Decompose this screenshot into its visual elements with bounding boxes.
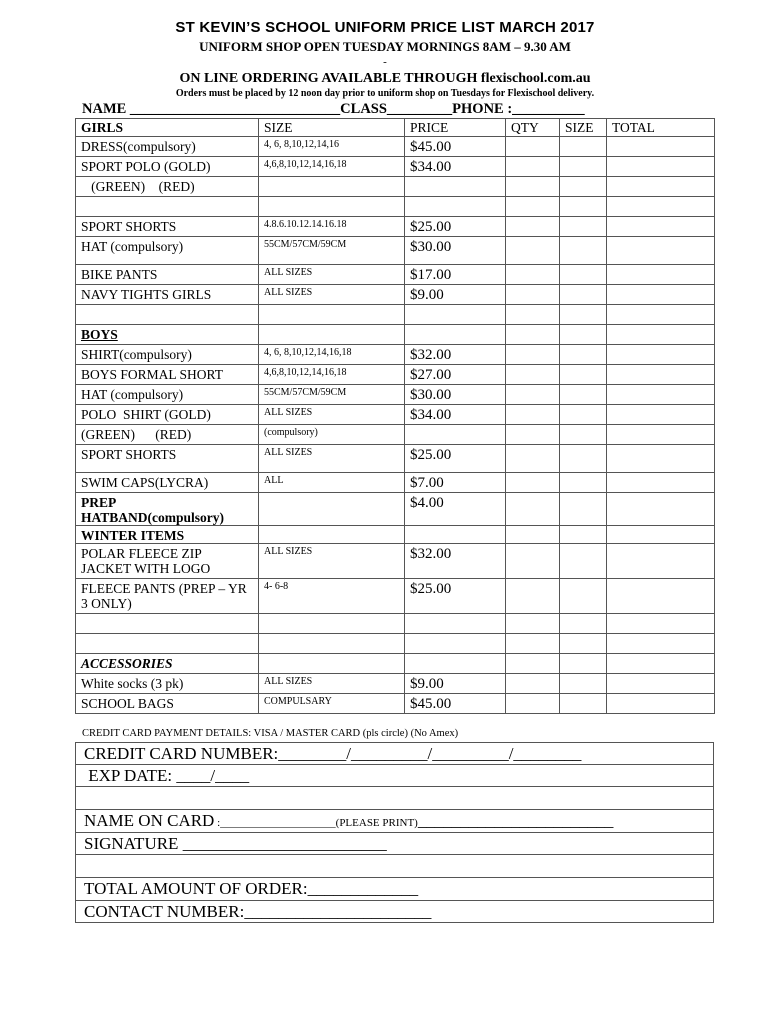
qty-cell[interactable]	[506, 445, 560, 473]
size-choice-cell[interactable]	[560, 305, 607, 325]
size-choice-cell[interactable]	[560, 137, 607, 157]
total-cell[interactable]	[607, 157, 715, 177]
size-choice-cell[interactable]	[560, 614, 607, 634]
item-size	[259, 177, 405, 197]
item-price	[405, 614, 506, 634]
qty-cell[interactable]	[506, 177, 560, 197]
item-size	[259, 614, 405, 634]
please-print-label: :_____________________(PLEASE PRINT)	[214, 817, 418, 829]
size-choice-cell[interactable]	[560, 197, 607, 217]
item-price: $7.00	[405, 473, 506, 493]
item-size: 55CM/57CM/59CM	[259, 237, 405, 265]
total-column-header: TOTAL	[607, 119, 715, 137]
qty-cell[interactable]	[506, 425, 560, 445]
total-cell[interactable]	[607, 674, 715, 694]
item-size: 4,6,8,10,12,14,16,18	[259, 365, 405, 385]
item-size: ALL SIZES	[259, 544, 405, 579]
qty-cell[interactable]	[506, 614, 560, 634]
item-name: POLAR FLEECE ZIP JACKET WITH LOGO	[76, 544, 259, 579]
item-name: HAT (compulsory)	[76, 385, 259, 405]
item-name: POLO SHIRT (GOLD)	[76, 405, 259, 425]
total-cell[interactable]	[607, 177, 715, 197]
table-row	[76, 197, 715, 217]
qty-cell[interactable]	[506, 285, 560, 305]
qty-cell[interactable]	[506, 579, 560, 614]
table-row	[76, 305, 715, 325]
total-cell[interactable]	[607, 544, 715, 579]
price-column-header: PRICE	[405, 119, 506, 137]
blank-row	[76, 787, 714, 810]
size-choice-cell[interactable]	[560, 654, 607, 674]
item-size: 4- 6-8	[259, 579, 405, 614]
size-choice-cell[interactable]	[560, 579, 607, 614]
item-size: ALL SIZES	[259, 285, 405, 305]
item-size: (compulsory)	[259, 425, 405, 445]
item-size: 4.8.6.10.12.14.16.18	[259, 217, 405, 237]
total-cell[interactable]	[607, 579, 715, 614]
total-cell[interactable]	[607, 265, 715, 285]
qty-cell[interactable]	[506, 694, 560, 714]
size-choice-cell[interactable]	[560, 493, 607, 526]
size-choice-cell[interactable]	[560, 473, 607, 493]
price-table	[75, 118, 715, 714]
item-price	[405, 325, 506, 345]
item-size	[259, 197, 405, 217]
total-cell[interactable]	[607, 385, 715, 405]
card-number-field[interactable]: CREDIT CARD NUMBER:________/_________/_________/________	[76, 743, 714, 765]
item-price	[405, 526, 506, 544]
item-size: 4, 6, 8,10,12,14,16,18	[259, 345, 405, 365]
total-cell[interactable]	[607, 345, 715, 365]
size-choice-cell[interactable]	[560, 526, 607, 544]
item-price: $17.00	[405, 265, 506, 285]
table-row	[76, 385, 715, 405]
item-price: $4.00	[405, 493, 506, 526]
qty-cell[interactable]	[506, 237, 560, 265]
item-price: $32.00	[405, 345, 506, 365]
size-choice-cell[interactable]	[560, 405, 607, 425]
total-cell[interactable]	[607, 365, 715, 385]
item-size: COMPULSARY	[259, 694, 405, 714]
item-price	[405, 654, 506, 674]
size-choice-cell[interactable]	[560, 634, 607, 654]
item-price	[405, 305, 506, 325]
header-dash: -	[383, 56, 387, 68]
qty-cell[interactable]	[506, 325, 560, 345]
qty-column-header: QTY	[506, 119, 560, 137]
table-row	[76, 177, 715, 197]
item-size	[259, 634, 405, 654]
size-choice-cell[interactable]	[560, 365, 607, 385]
size-choice-cell[interactable]	[560, 265, 607, 285]
size-choice-cell[interactable]	[560, 425, 607, 445]
table-row	[76, 137, 715, 157]
total-cell[interactable]	[607, 137, 715, 157]
table-row	[76, 579, 715, 614]
total-cell[interactable]	[607, 654, 715, 674]
total-cell[interactable]	[607, 405, 715, 425]
total-cell[interactable]	[607, 325, 715, 345]
item-name: SPORT POLO (GOLD)	[76, 157, 259, 177]
table-row	[76, 237, 715, 265]
table-row	[76, 365, 715, 385]
total-cell[interactable]	[607, 634, 715, 654]
table-row	[76, 217, 715, 237]
total-cell[interactable]	[607, 614, 715, 634]
qty-cell[interactable]	[506, 405, 560, 425]
table-row	[76, 674, 715, 694]
size-choice-cell[interactable]	[560, 325, 607, 345]
item-size: 55CM/57CM/59CM	[259, 385, 405, 405]
qty-cell[interactable]	[506, 157, 560, 177]
item-price: $32.00	[405, 544, 506, 579]
winter-section-heading: WINTER ITEMS	[76, 526, 259, 544]
table-row	[76, 634, 715, 654]
credit-card-note: CREDIT CARD PAYMENT DETAILS: VISA / MASTER CARD (pls circle) (No Amex)	[82, 728, 459, 739]
qty-cell[interactable]	[506, 674, 560, 694]
item-size: 4, 6, 8,10,12,14,16	[259, 137, 405, 157]
total-cell[interactable]	[607, 305, 715, 325]
item-name	[76, 634, 259, 654]
qty-cell[interactable]	[506, 197, 560, 217]
size-choice-cell[interactable]	[560, 445, 607, 473]
qty-cell[interactable]	[506, 265, 560, 285]
payment-table	[75, 742, 714, 923]
name-on-card-field[interactable]	[76, 810, 714, 833]
size-choice-cell[interactable]	[560, 385, 607, 405]
table-row	[76, 694, 715, 714]
total-cell[interactable]	[607, 473, 715, 493]
item-name: HAT (compulsory)	[76, 237, 259, 265]
item-name: SPORT SHORTS	[76, 445, 259, 473]
item-price	[405, 634, 506, 654]
item-size	[259, 325, 405, 345]
online-ordering-text: ON LINE ORDERING AVAILABLE THROUGH flexischool.com.au	[179, 71, 591, 86]
item-price: $9.00	[405, 674, 506, 694]
item-name: SPORT SHORTS	[76, 217, 259, 237]
qty-cell[interactable]	[506, 654, 560, 674]
table-row	[76, 526, 715, 544]
item-name: SHIRT(compulsory)	[76, 345, 259, 365]
table-header-row	[76, 119, 715, 137]
item-name: (GREEN) (RED)	[76, 177, 259, 197]
size-choice-column-header: SIZE	[560, 119, 607, 137]
table-row	[76, 425, 715, 445]
item-size: 4,6,8,10,12,14,16,18	[259, 157, 405, 177]
item-price	[405, 177, 506, 197]
name-on-card-label: NAME ON CARD	[84, 811, 215, 830]
item-size: ALL SIZES	[259, 674, 405, 694]
table-row	[76, 345, 715, 365]
item-price: $25.00	[405, 445, 506, 473]
table-row	[76, 405, 715, 425]
item-name: SWIM CAPS(LYCRA)	[76, 473, 259, 493]
size-choice-cell[interactable]	[560, 345, 607, 365]
item-price: $45.00	[405, 694, 506, 714]
total-cell[interactable]	[607, 237, 715, 265]
total-cell[interactable]	[607, 493, 715, 526]
item-name: (GREEN) (RED)	[76, 425, 259, 445]
total-amount-field[interactable]: TOTAL AMOUNT OF ORDER:_____________	[76, 878, 714, 901]
item-price: $34.00	[405, 157, 506, 177]
qty-cell[interactable]	[506, 305, 560, 325]
table-row	[76, 544, 715, 579]
ordering-note: Orders must be placed by 12 noon day prior to uniform shop on Tuesdays for Flexischool delivery.	[175, 88, 595, 99]
item-name: BIKE PANTS	[76, 265, 259, 285]
item-size: ALL SIZES	[259, 405, 405, 425]
qty-cell[interactable]	[506, 385, 560, 405]
total-cell[interactable]	[607, 445, 715, 473]
item-price: $34.00	[405, 405, 506, 425]
size-choice-cell[interactable]	[560, 217, 607, 237]
total-cell[interactable]	[607, 425, 715, 445]
item-name	[76, 197, 259, 217]
table-row	[76, 614, 715, 634]
item-price	[405, 425, 506, 445]
item-price: $25.00	[405, 579, 506, 614]
qty-cell[interactable]	[506, 217, 560, 237]
total-cell[interactable]	[607, 694, 715, 714]
table-row	[76, 493, 715, 526]
size-choice-cell[interactable]	[560, 285, 607, 305]
size-choice-cell[interactable]	[560, 674, 607, 694]
exp-date-field[interactable]: EXP DATE: ____/____	[76, 765, 714, 787]
table-row	[76, 325, 715, 345]
total-cell[interactable]	[607, 217, 715, 237]
item-size: ALL	[259, 473, 405, 493]
table-row	[76, 654, 715, 674]
girls-section-heading: GIRLS	[76, 119, 259, 137]
item-size	[259, 305, 405, 325]
size-column-header: SIZE	[259, 119, 405, 137]
signature-field[interactable]: SIGNATURE ________________________	[76, 833, 714, 855]
qty-cell[interactable]	[506, 493, 560, 526]
size-choice-cell[interactable]	[560, 177, 607, 197]
table-row	[76, 265, 715, 285]
item-size: ALL SIZES	[259, 265, 405, 285]
item-price: $27.00	[405, 365, 506, 385]
total-cell[interactable]	[607, 197, 715, 217]
item-name: PREP HATBAND(compulsory)	[76, 493, 259, 526]
item-price: $9.00	[405, 285, 506, 305]
item-name: FLEECE PANTS (PREP – YR 3 ONLY)	[76, 579, 259, 614]
item-size: ALL SIZES	[259, 445, 405, 473]
size-choice-cell[interactable]	[560, 237, 607, 265]
name-class-phone-line[interactable]: NAME _____________________________CLASS_________PHONE :__________	[82, 101, 585, 117]
contact-number-field[interactable]: CONTACT NUMBER:______________________	[76, 901, 714, 923]
item-size	[259, 493, 405, 526]
item-name: White socks (3 pk)	[76, 674, 259, 694]
size-choice-cell[interactable]	[560, 694, 607, 714]
total-cell[interactable]	[607, 285, 715, 305]
item-size	[259, 654, 405, 674]
qty-cell[interactable]	[506, 634, 560, 654]
item-price: $45.00	[405, 137, 506, 157]
item-name: DRESS(compulsory)	[76, 137, 259, 157]
item-price: $30.00	[405, 237, 506, 265]
table-row	[76, 285, 715, 305]
table-row	[76, 445, 715, 473]
item-name: SCHOOL BAGS	[76, 694, 259, 714]
shop-hours: UNIFORM SHOP OPEN TUESDAY MORNINGS 8AM – 9.30 AM	[199, 39, 571, 54]
qty-cell[interactable]	[506, 544, 560, 579]
item-size	[259, 526, 405, 544]
size-choice-cell[interactable]	[560, 544, 607, 579]
blank-row	[76, 855, 714, 878]
item-name	[76, 614, 259, 634]
item-name: BOYS FORMAL SHORT	[76, 365, 259, 385]
qty-cell[interactable]	[506, 473, 560, 493]
qty-cell[interactable]	[506, 365, 560, 385]
table-row	[76, 157, 715, 177]
size-choice-cell[interactable]	[560, 157, 607, 177]
total-cell[interactable]	[607, 526, 715, 544]
item-name	[76, 305, 259, 325]
accessories-section-heading: ACCESSORIES	[76, 654, 259, 674]
item-price: $25.00	[405, 217, 506, 237]
boys-section-heading: BOYS	[76, 325, 259, 345]
qty-cell[interactable]	[506, 137, 560, 157]
page-title: ST KEVIN’S SCHOOL UNIFORM PRICE LIST MARCH 2017	[175, 19, 595, 36]
item-name: NAVY TIGHTS GIRLS	[76, 285, 259, 305]
item-price	[405, 197, 506, 217]
table-row	[76, 473, 715, 493]
qty-cell[interactable]	[506, 345, 560, 365]
qty-cell[interactable]	[506, 526, 560, 544]
name-on-card-line: _______________________	[417, 811, 614, 830]
item-price: $30.00	[405, 385, 506, 405]
